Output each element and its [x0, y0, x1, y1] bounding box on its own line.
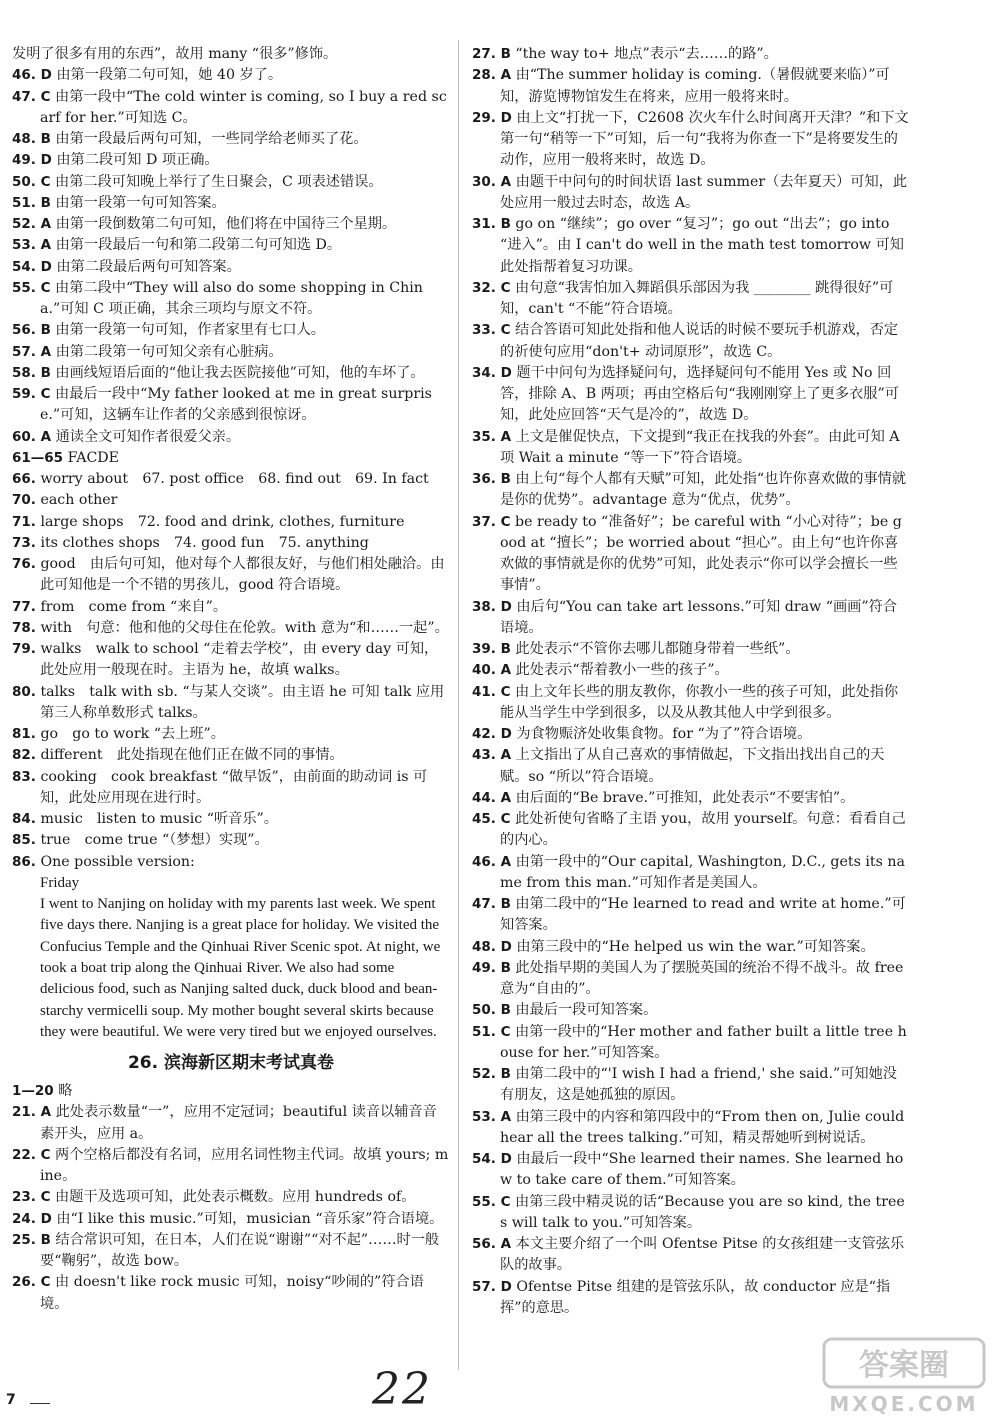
- answer-explanation: go go to work “去上班”。: [40, 726, 225, 742]
- answer-entry: [472, 1022, 910, 1065]
- answer-explanation: be ready to “准备好”；be careful with “小心对待”；be good at “擅长”；be worried about “担心”。由上句“也许你喜欢做的事情就是你的优势”可知，此处表示“你可以学会擅长一些事情”。: [500, 513, 902, 594]
- answer-entry: [12, 342, 450, 363]
- answer-explanation: go on “继续”；go over “复习”；go out “出去”；go into “进入”。由 I can't do well in the math test tomorrow 可知此处指帮着复习功课。: [500, 216, 904, 275]
- answer-number: 79.: [12, 641, 36, 657]
- answer-explanation: true come true “（梦想）实现”。: [40, 832, 269, 849]
- answer-explanation: 通读全文可知作者很爱父亲。: [55, 428, 241, 445]
- answer-number: 61—65: [12, 449, 64, 466]
- answer-number: 36. B: [472, 471, 511, 487]
- answer-explanation: 由第二段中的“He learned to read and write at home.”可知答案。: [500, 896, 906, 934]
- answer-number: 52. A: [12, 216, 52, 232]
- answer-number: 46. D: [12, 67, 52, 84]
- answer-entry: [12, 597, 450, 618]
- answer-entry: [12, 320, 450, 341]
- page-number-dash: [30, 1403, 50, 1404]
- answer-explanation: 由上文“打扰一下，C2608 次火车什么时间离开天津？”和下文第一句“稍等一下”可知，后一句“我将为你查一下”是将要发生的动作，应用一般将来时，故选 D。: [500, 109, 909, 169]
- answer-entry: [12, 65, 450, 86]
- answer-number: 56. B: [12, 322, 51, 339]
- answer-explanation: 由第一段中“The cold winter is coming, so I buy a red scarf for her.”可知选 C。: [40, 88, 447, 126]
- essay-paragraph: I went to Nanjing on holiday with my parents last week. We spent five days there. Nanjing is a great place for holiday. We visited the Confucius Temple and the Qinhuai River Scenic spot. At night, we took a boat trip along the Qinhuai River. We also had some delicious food, such as Nanjing salted duck, duck blood and bean-starchy vermicelli soup. My mother bought several skirts because they were beautiful. We were very tired but we enjoyed ourselves.: [40, 896, 441, 1040]
- answer-continuation: 发明了很多有用的东西”，故用 many “很多”修饰。: [12, 46, 338, 62]
- answer-number: 22. C: [12, 1146, 51, 1163]
- answer-number: 29. D: [472, 109, 512, 126]
- left-column: [12, 44, 450, 1315]
- answer-entry: [12, 469, 450, 490]
- answer-number: 25. B: [12, 1231, 51, 1248]
- answer-number: 50. C: [12, 173, 51, 190]
- answer-entry: [12, 214, 450, 235]
- answer-entry: [472, 1192, 910, 1235]
- answer-entry: [12, 427, 450, 448]
- answer-explanation: 由第二段中“They will also do some shopping in China.”可知 C 项正确，其余三项均与原文不符。: [40, 279, 423, 317]
- answer-number: 66.: [12, 471, 36, 487]
- answer-entry: [472, 660, 910, 681]
- answer-explanation: 本文主要介绍了一个叫 Ofentse Pitse 的女孩组建一支管弦乐队的故事。: [500, 1236, 905, 1274]
- answer-explanation: 上文是催促快点，下文提到“我正在找我的外套”。由此可知 A 项 Wait a minute “等一下”符合语境。: [500, 428, 900, 466]
- answer-explanation: 此处祈使句省略了主语 you，故用 yourself。句意：看看自己的内心。: [500, 811, 906, 849]
- answer-number: 32. C: [472, 279, 511, 296]
- answer-explanation: 由第一段第一句可知，作者家里有七口人。: [55, 322, 325, 339]
- answer-explanation: 由第一段最后两句可知，一些同学给老师买了花。: [55, 131, 368, 147]
- answer-entry: [12, 809, 450, 830]
- watermark-logo: [820, 1335, 990, 1419]
- answer-explanation: 由第一段中的“Her mother and father built a little tree house for her.”可知答案。: [500, 1023, 907, 1061]
- answer-explanation: One possible version:: [40, 853, 195, 870]
- answer-explanation: 由“The summer holiday is coming.（暑假就要来临）”可知，游览博物馆发生在将来，应用一般将来时。: [500, 67, 890, 105]
- answer-number: 83.: [12, 768, 36, 785]
- answer-entry: [472, 363, 910, 427]
- answer-explanation: 由上文年长些的朋友教你，你教小一些的孩子可知，此处指你能从当学生中学到很多，以及从教其他人中学到很多。: [500, 683, 899, 721]
- answer-entry: [12, 830, 450, 851]
- answer-explanation: 由 doesn't like rock music 可知，noisy“吵闹的”符合语境。: [40, 1274, 424, 1312]
- answer-entry: [472, 214, 910, 278]
- answer-explanation: 由后面的“Be brave.”可推知，此处表示“不要害怕”。: [515, 789, 855, 806]
- answer-number: 57. D: [472, 1278, 512, 1295]
- answer-entry: [472, 278, 910, 321]
- answer-number: 40. A: [472, 662, 512, 679]
- answer-number: 59. C: [12, 386, 51, 402]
- answer-explanation: 此处表示数量“一”，应用不定冠词；beautiful 读音以辅音音素开头，应用 a。: [40, 1104, 437, 1142]
- answer-explanation: worry about 67. post office 68. find out 69. In fact: [40, 471, 429, 487]
- answer-entry: [472, 1107, 910, 1150]
- answer-explanation: 结合常识可知，在日本，人们在说“谢谢”“对不起”……时一般要“鞠躬”，故选 bow。: [40, 1231, 440, 1270]
- answer-explanation: “the way to+ 地点”表示“去……的路”。: [515, 46, 778, 62]
- answer-explanation: 此处表示“帮着教小一些的孩子”。: [515, 662, 729, 679]
- answer-number: 41. C: [472, 683, 511, 700]
- answer-explanation: walks walk to school “走着去学校”，由 every day 可知，此处应用一般现在时。主语为 he，故填 walks。: [40, 641, 439, 679]
- answer-explanation: 由句意“我害怕加入舞蹈俱乐部因为我 ________ 跳得很好”可知，can't “不能”符合语境。: [500, 279, 894, 317]
- answer-number: 33. C: [472, 322, 511, 339]
- answer-explanation: its clothes shops 74. good fun 75. anything: [40, 534, 369, 551]
- answer-explanation: 由题干中问句的时间状语 last summer（去年夏天）可知，此处应用一般过去时态，故选 A。: [500, 173, 908, 211]
- answer-entry: [472, 639, 910, 660]
- answer-entry: [12, 193, 450, 214]
- answer-entry: [472, 958, 910, 1001]
- answer-number: 48. D: [472, 938, 512, 955]
- answer-entry: [472, 745, 910, 788]
- answer-entry: [12, 129, 450, 150]
- answer-explanation: 由后句“You can take art lessons.”可知 draw “画画”符合语境。: [500, 598, 897, 636]
- answer-explanation: talks talk with sb. “与某人交谈”。由主语 he 可知 talk 应用第三人称单数形式 talks。: [40, 683, 445, 721]
- answer-number: 56. A: [472, 1236, 512, 1252]
- answer-entry: [12, 448, 450, 469]
- answer-explanation: 由第二段最后两句可知答案。: [56, 258, 241, 275]
- answer-entry: [12, 618, 450, 639]
- answer-explanation: 由第二段中的“'I wish I had a friend,' she said.”可知她没有朋友，这是她孤独的原因。: [500, 1066, 897, 1104]
- answer-entry: [12, 745, 450, 766]
- answer-entry: [12, 235, 450, 256]
- answer-number: 27. B: [472, 46, 511, 62]
- essay-paragraph: Friday: [40, 874, 80, 891]
- answer-number: 48. B: [12, 131, 51, 147]
- answer-explanation: 由第二段可知 D 项正确。: [56, 152, 219, 169]
- answer-explanation: 此处指早期的美国人为了摆脱英国的统治不得不战斗。故 free 意为“自由的”。: [500, 959, 904, 997]
- answer-explanation: 由第三段中精灵说的话“Because you are so kind, the trees will talk to you.”可知答案。: [500, 1193, 905, 1231]
- answer-explanation: different 此处指现在他们正在做不同的事情。: [40, 747, 344, 764]
- answer-number: 30. A: [472, 173, 512, 190]
- answer-entry: [12, 1272, 450, 1315]
- answer-entry: [472, 682, 910, 725]
- answer-explanation: cooking cook breakfast “做早饭”，由前面的助动词 is 可知，此处应用现在进行时。: [40, 768, 428, 806]
- answer-entry: [12, 87, 450, 130]
- answer-entry: [472, 852, 910, 895]
- answer-explanation: 由第二段第一句可知父亲有心脏病。: [55, 343, 283, 360]
- section-title: 26. 滨海新区期末考试真卷: [127, 1053, 335, 1074]
- answer-number: 47. B: [472, 896, 511, 912]
- answer-number: 46. A: [472, 853, 512, 870]
- answer-entry: [472, 65, 910, 108]
- answer-number: 60. A: [12, 428, 52, 445]
- answer-entry: [12, 363, 450, 384]
- answer-number: 86.: [12, 853, 36, 870]
- answer-entry: [472, 937, 910, 958]
- answer-number: 51. C: [472, 1023, 511, 1040]
- answer-number: 43. A: [472, 747, 512, 764]
- answer-entry: [472, 172, 910, 215]
- answer-entry: [472, 512, 910, 597]
- answer-entry: [472, 724, 910, 745]
- answer-entry: [12, 1081, 450, 1102]
- answer-entry: [12, 384, 450, 427]
- answer-entry: [472, 44, 910, 65]
- answer-number: 35. A: [472, 428, 512, 445]
- answer-number: 84.: [12, 811, 36, 827]
- answer-entry: [12, 1187, 450, 1208]
- answer-entry: [12, 278, 450, 321]
- answer-number: 54. D: [12, 258, 52, 275]
- answer-explanation: large shops 72. food and drink, clothes, furniture: [40, 513, 405, 530]
- answer-explanation: 由画线短语后面的“他让我去医院接他”可知，他的车坏了。: [55, 364, 425, 381]
- answer-entry: [12, 533, 450, 554]
- answer-explanation: 由第一段倒数第二句可知，他们将在中国待三个星期。: [55, 216, 397, 232]
- answer-entry: [12, 724, 450, 745]
- answer-explanation: 由最后一段中“She learned their names. She learned how to take care of them.”可知答案。: [500, 1151, 904, 1189]
- answer-number: 38. D: [472, 598, 512, 615]
- answer-entry: [12, 490, 450, 511]
- answer-entry: [472, 1000, 910, 1021]
- answer-number: 80.: [12, 683, 36, 700]
- answer-explanation: 由最后一段中“My father looked at me in great surprise.”可知，这辆车让作者的父亲感到很惊讶。: [40, 386, 432, 424]
- answer-number: 37. C: [472, 513, 511, 530]
- column-divider: [458, 40, 459, 1370]
- answer-number: 85.: [12, 832, 36, 849]
- answer-number: 71.: [12, 513, 36, 530]
- answer-number: 49. B: [472, 959, 511, 976]
- answer-entry: [472, 469, 910, 512]
- answer-entry: [472, 788, 910, 809]
- answer-explanation: 上文指出了从自己喜欢的事情做起，下文指出找出自己的天赋。so “所以”符合语境。: [500, 747, 885, 785]
- answer-number: 23. C: [12, 1189, 51, 1206]
- answer-number: 49. D: [12, 152, 52, 169]
- answer-number: 31. B: [472, 216, 511, 232]
- answer-number: 52. B: [472, 1066, 511, 1082]
- answer-explanation: 由题干及选项可知，此处表示概数。应用 hundreds of。: [55, 1189, 416, 1206]
- answer-explanation: 题干中问句为选择疑问句，选择疑问句不能用 Yes 或 No 回答，排除 A、B 两项；再由空格后句“我刚刚穿上了更多衣服”可知，此处应回答“天气是冷的”，故选 D。: [500, 364, 899, 424]
- answer-entry: [472, 597, 910, 640]
- page-number: 7: [6, 1392, 16, 1408]
- answer-entry: [12, 639, 450, 682]
- watermark-bottom-text: MXQE.COM: [829, 1392, 979, 1416]
- answer-entry: [472, 427, 910, 470]
- answer-number: 39. B: [472, 641, 511, 657]
- answer-entry: [12, 150, 450, 171]
- answer-explanation: 结合答语可知此处指和他人说话的时候不要玩手机游戏，否定的祈使句应用“don't+ 动词原形”，故选 C。: [500, 322, 899, 360]
- answer-entry: [12, 172, 450, 193]
- answer-entry: [12, 1102, 450, 1145]
- answer-number: 81.: [12, 726, 36, 742]
- answer-explanation: 此处表示“不管你去哪儿都随身带着一些纸”。: [515, 641, 800, 657]
- answer-entry: [472, 894, 910, 937]
- answer-number: 54. D: [472, 1151, 512, 1167]
- answer-entry: [472, 320, 910, 363]
- answer-number: 34. D: [472, 364, 512, 381]
- answer-entry: [12, 1230, 450, 1273]
- answer-entry: [12, 852, 450, 873]
- answer-number: 21. A: [12, 1104, 52, 1121]
- answer-explanation: 略: [58, 1083, 73, 1100]
- answer-explanation: 两个空格后都没有名词，应用名词性物主代词。故填 yours; mine。: [40, 1146, 449, 1185]
- answer-explanation: 由第三段中的内容和第四段中的“From then on, Julie could hear all the trees talking.”可知，精灵帮她听到树说话。: [500, 1108, 905, 1146]
- answer-entry: [12, 682, 450, 725]
- watermark-top-text: 答案圈: [859, 1348, 949, 1383]
- answer-number: 53. A: [472, 1108, 512, 1125]
- answer-entry: [12, 512, 450, 533]
- answer-explanation: 为食物赈济处收集食物。for “为了”符合语境。: [516, 726, 812, 742]
- answer-number: 50. B: [472, 1002, 511, 1019]
- answer-entry: [12, 1145, 450, 1188]
- answer-entry: [12, 257, 450, 278]
- answer-number: 55. C: [12, 279, 51, 296]
- answer-entry: [472, 1277, 910, 1320]
- answer-entry: [472, 1234, 910, 1277]
- handwritten-page-mark: 22: [372, 1364, 432, 1415]
- answer-explanation: 由“I like this music.”可知，musician “音乐家”符合语境。: [56, 1210, 444, 1227]
- answer-entry: [12, 554, 450, 597]
- answer-number: 55. C: [472, 1193, 511, 1210]
- answer-number: 51. B: [12, 194, 51, 211]
- answer-number: 82.: [12, 747, 36, 764]
- answer-explanation: 由上句“每个人都有天赋”可知，此处指“也许你喜欢做的事情就是你的优势”。advantage 意为“优点，优势”。: [500, 471, 907, 509]
- answer-explanation: FACDE: [67, 449, 120, 466]
- answer-explanation: Ofentse Pitse 组建的是管弦乐队，故 conductor 应是“指挥”的意思。: [500, 1278, 891, 1316]
- answer-number: 28. A: [472, 67, 512, 84]
- answer-number: 44. A: [472, 789, 512, 806]
- answer-number: 42. D: [472, 726, 512, 742]
- answer-number: 58. B: [12, 364, 51, 381]
- answer-number: 70.: [12, 492, 36, 509]
- answer-entry: [472, 108, 910, 172]
- answer-explanation: from come from “来自”。: [40, 598, 228, 615]
- answer-explanation: 由第一段中的“Our capital, Washington, D.C., gets its name from this man.”可知作者是美国人。: [500, 853, 906, 891]
- answer-explanation: 由第一段第一句可知答案。: [55, 194, 226, 211]
- answer-number: 78.: [12, 619, 36, 636]
- answer-explanation: 由第一段第二句可知，她 40 岁了。: [56, 67, 283, 84]
- answer-explanation: each other: [40, 492, 118, 509]
- answer-explanation: 由第三段中的“He helped us win the war.”可知答案。: [516, 938, 875, 955]
- answer-entry: [472, 1149, 910, 1192]
- answer-explanation: 由第二段可知晚上举行了生日聚会，C 项表述错误。: [55, 173, 383, 190]
- answer-number: 1—20: [12, 1083, 54, 1100]
- answer-entry: [12, 1209, 450, 1230]
- answer-number: 76.: [12, 556, 36, 572]
- answer-explanation: 由第一段最后一句和第二段第二句可知选 D。: [55, 237, 342, 254]
- answer-number: 45. C: [472, 811, 511, 827]
- answer-explanation: good 由后句可知，他对每个人都很友好，与他们相处融洽。由此可知他是一个不错的男孩儿，good 符合语境。: [40, 556, 445, 594]
- answer-number: 57. A: [12, 343, 52, 360]
- answer-entry: [472, 1064, 910, 1107]
- answer-explanation: 由最后一段可知答案。: [515, 1002, 658, 1019]
- answer-explanation: with 句意：他和他的父母住在伦敦。with 意为“和……一起”。: [40, 619, 449, 636]
- answer-number: 73.: [12, 534, 36, 551]
- answer-number: 53. A: [12, 237, 52, 254]
- answer-number: 47. C: [12, 88, 51, 105]
- answer-entry: [472, 809, 910, 852]
- answer-entry: [12, 767, 450, 810]
- right-column: [472, 44, 910, 1319]
- answer-number: 24. D: [12, 1210, 52, 1227]
- answer-number: 26. C: [12, 1274, 51, 1291]
- answer-number: 77.: [12, 598, 36, 615]
- answer-explanation: music listen to music “听音乐”。: [40, 811, 278, 827]
